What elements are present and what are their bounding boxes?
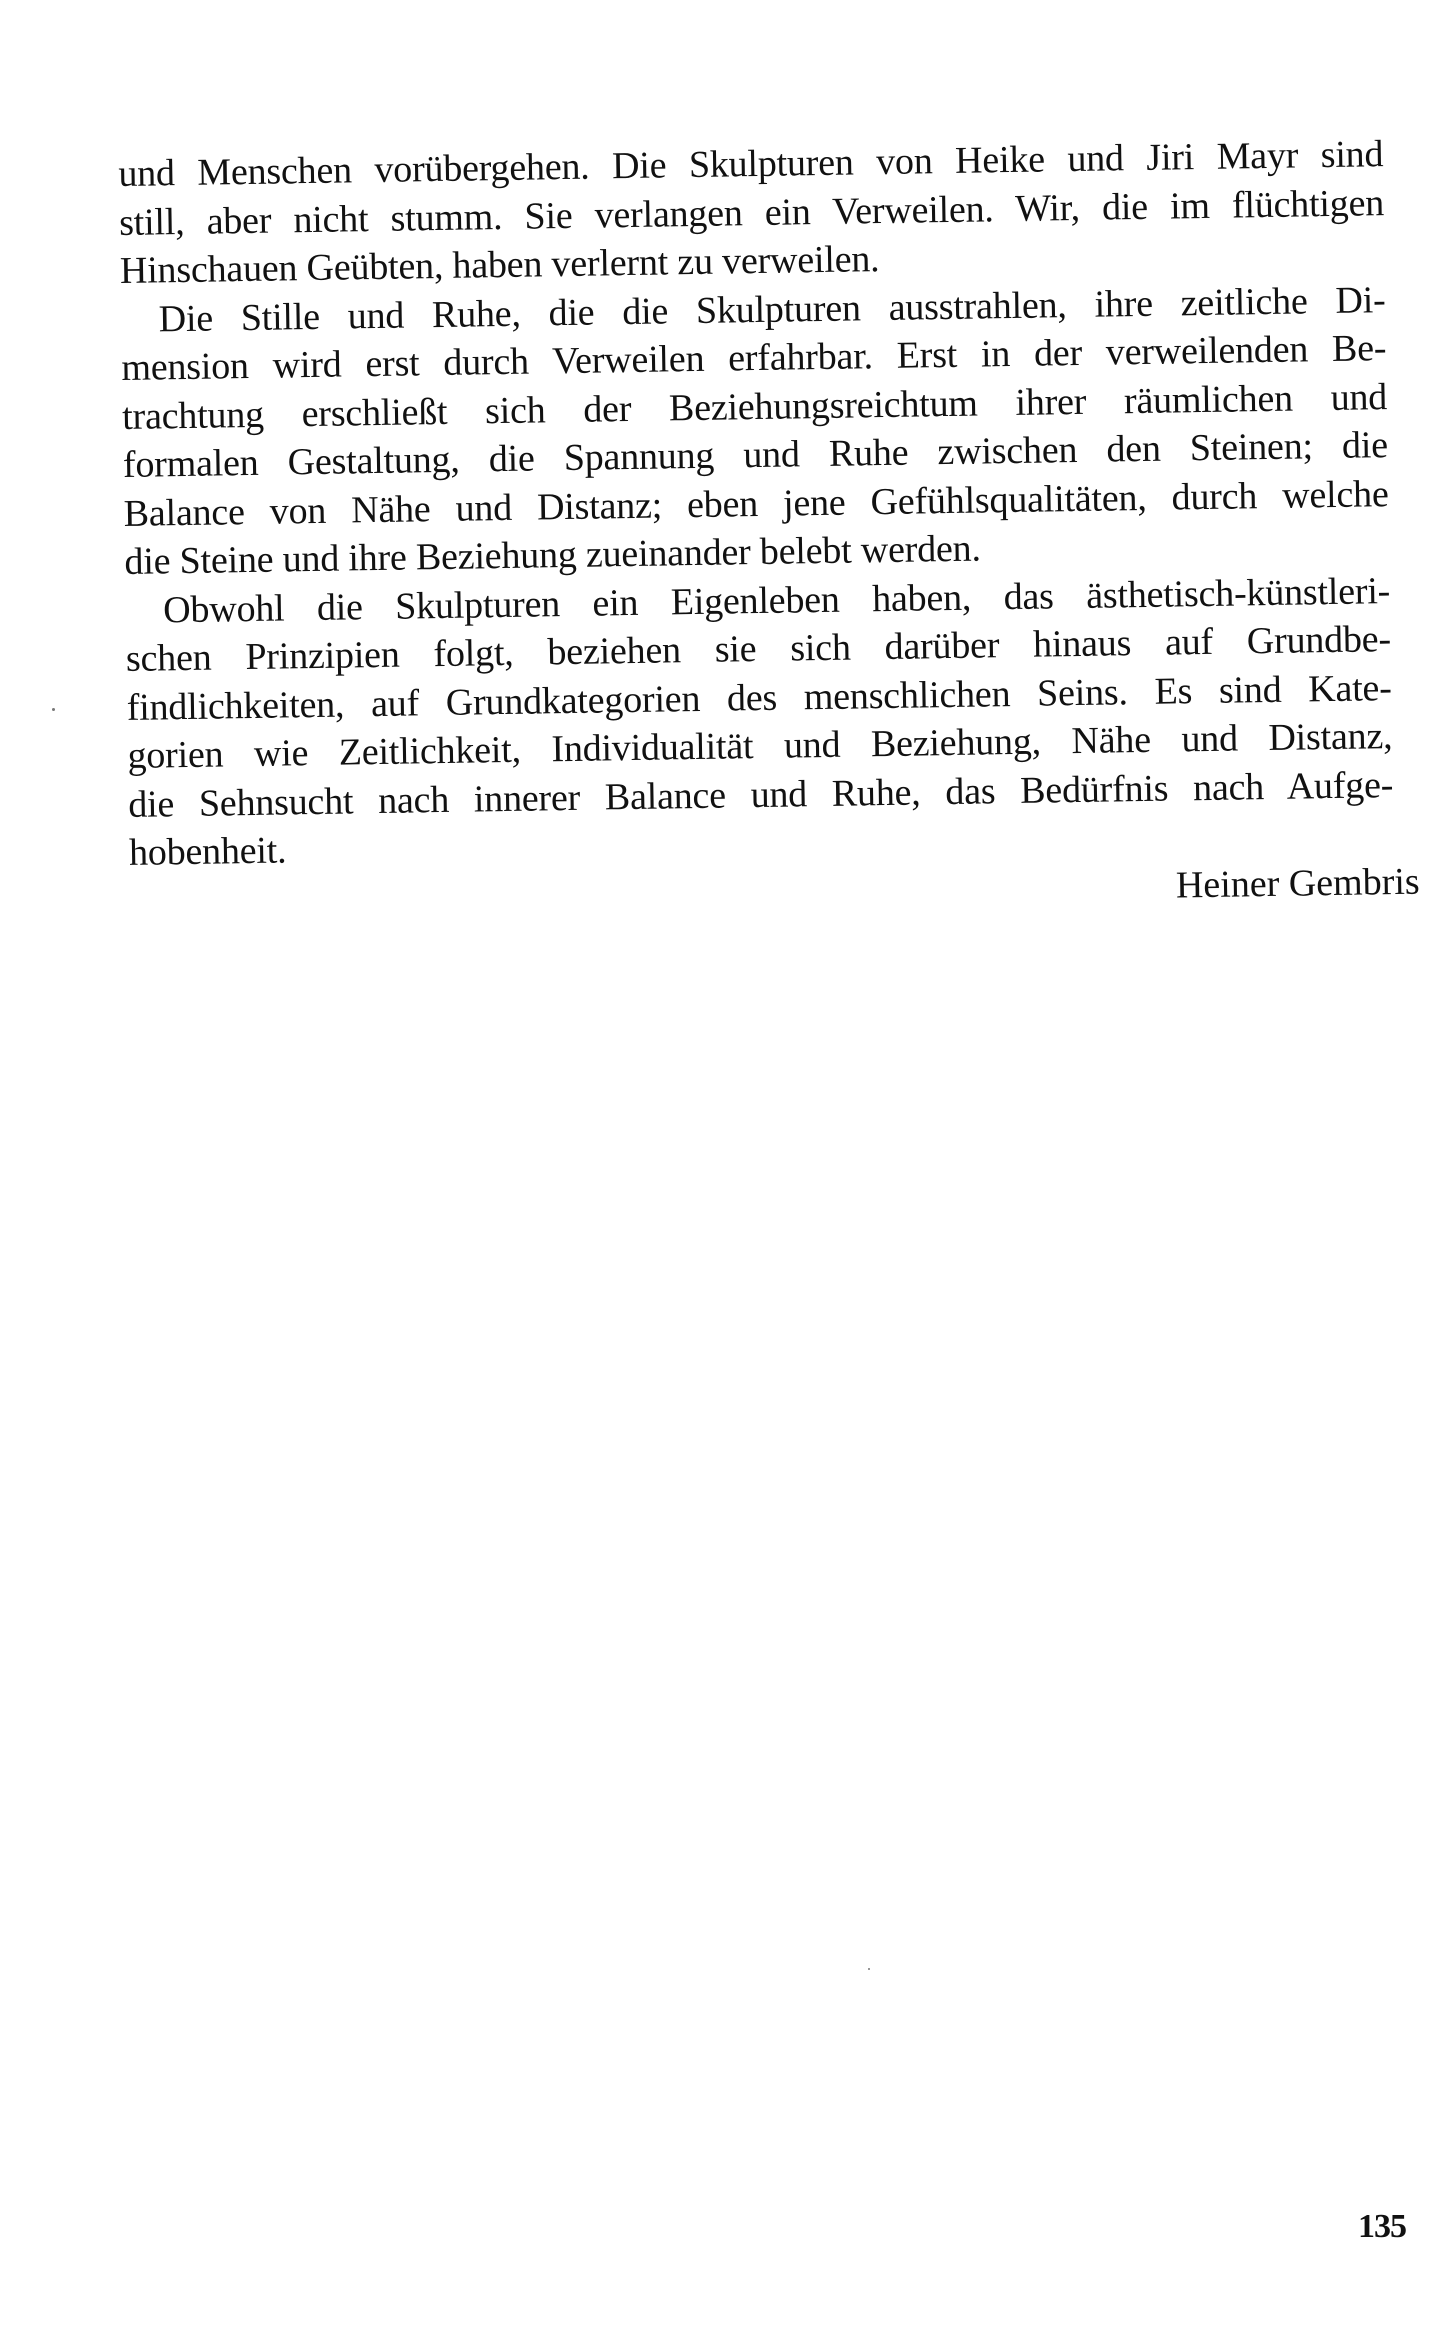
paragraph-first-line: Obwohl die Skulpturen ein Eigenleben haben, das ästhetisch-künstleri- <box>162 569 1391 631</box>
body-text <box>118 130 1420 926</box>
author-signature: Heiner Gembris <box>1175 860 1420 906</box>
text-line: die Sehnsucht nach innerer Balance und Ruhe, das Bedürfnis nach Aufge- <box>127 763 1394 826</box>
text-line: die Steine und ihre Beziehung zueinander belebt werden. <box>124 527 982 583</box>
text-line: mension wird erst durch Verweilen erfahrbar. Erst in der verweilenden Be- <box>121 327 1387 389</box>
scan-speck <box>868 1968 870 1970</box>
text-line: trachtung erschließt sich der Beziehungsreichtum ihrer räumlichen und <box>121 375 1388 438</box>
text-line: formalen Gestaltung, die Spannung und Ruhe zwischen den Steinen; die <box>122 424 1389 486</box>
scan-speck <box>52 708 55 711</box>
text-line: findlichkeiten, auf Grundkategorien des menschlichen Seins. Es sind Kate- <box>126 666 1392 729</box>
text-line: schen Prinzipien folgt, beziehen sie sich darüber hinaus auf Grundbe- <box>125 618 1392 680</box>
page-number: 135 <box>1358 2208 1406 2245</box>
text-line: Hinschauen Geübten, haben verlernt zu verweilen. <box>119 238 880 292</box>
text-line: hobenheit. <box>128 829 287 874</box>
text-line: still, aber nicht stumm. Sie verlangen ein Verweilen. Wir, die im flüchtigen <box>118 181 1385 244</box>
text-line: gorien wie Zeitlichkeit, Individualität und Beziehung, Nähe und Distanz, <box>127 715 1393 777</box>
text-line: und Menschen vorübergehen. Die Skulpturen von Heike und Jiri Mayr sind <box>118 133 1384 195</box>
paragraph-first-line: Die Stille und Ruhe, die die Skulpturen ausstrahlen, ihre zeitliche Di- <box>158 278 1386 340</box>
text-line: Balance von Nähe und Distanz; eben jene Gefühlsqualitäten, durch welche <box>123 472 1389 535</box>
